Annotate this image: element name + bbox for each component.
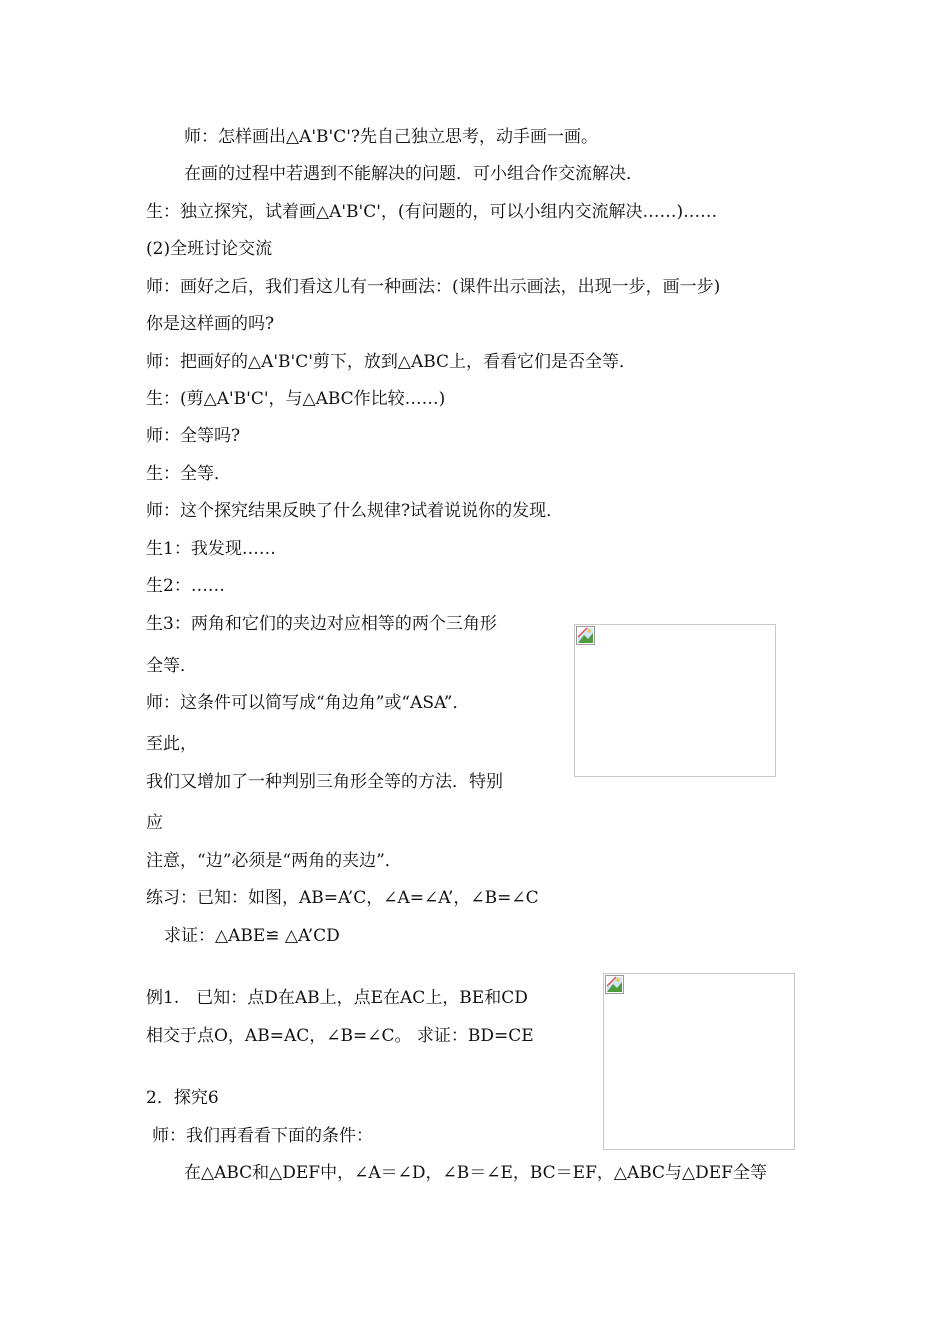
text-line: 生：独立探究，试着画△A'B'C'，(有问题的，可以小组内交流解决……)……	[146, 202, 718, 222]
text-line: 师：全等吗?	[146, 426, 241, 446]
figure-image-placeholder	[574, 624, 776, 777]
text-line: 师：把画好的△A'B'C'剪下，放到△ABC上，看看它们是否全等．	[146, 352, 637, 372]
text-line: 师：这个探究结果反映了什么规律?试着说说你的发现．	[146, 501, 564, 521]
text-line: 全等．	[146, 656, 197, 676]
text-line: 至此，	[146, 734, 197, 754]
text-line: 在△ABC和△DEF中，∠A＝∠D，∠B＝∠E，BC＝EF，△ABC与△DEF全等	[184, 1163, 767, 1183]
text-line: 生3：两角和它们的夹边对应相等的两个三角形	[146, 614, 497, 634]
text-line: 我们又增加了一种判别三角形全等的方法．特别	[146, 772, 503, 792]
text-line: 生1：我发现……	[146, 539, 276, 559]
text-line: 你是这样画的吗?	[146, 314, 275, 334]
figure-image-placeholder	[603, 973, 795, 1150]
text-line: 生2：……	[146, 576, 225, 596]
text-line: 师：这条件可以简写成“角边角”或“ASA”．	[146, 693, 470, 713]
text-line: 在画的过程中若遇到不能解决的问题．可小组合作交流解决．	[184, 164, 643, 184]
broken-image-icon	[576, 626, 595, 645]
text-line: 师：怎样画出△A'B'C'?先自己独立思考，动手画一画。	[184, 127, 598, 147]
example-line: 相交于点O，AB=AC，∠B=∠C。 求证：BD=CE	[146, 1026, 534, 1046]
section-heading: 2．探究6	[146, 1088, 219, 1108]
text-line: 应	[146, 813, 163, 833]
text-line: 生：(剪△A'B'C'，与△ABC作比较……)	[146, 389, 446, 409]
broken-image-icon	[605, 975, 624, 994]
text-line: 师：我们再看看下面的条件：	[152, 1126, 373, 1146]
example-line: 例1. 已知：点D在AB上，点E在AC上，BE和CD	[146, 988, 528, 1008]
exercise-line: 练习：已知：如图，AB=A’C，∠A=∠A’，∠B=∠C	[146, 888, 539, 908]
exercise-proof-line: 求证：△ABE≌ △A’CD	[164, 926, 340, 946]
text-line: 生：全等．	[146, 464, 231, 484]
section-heading: (2)全班讨论交流	[146, 239, 273, 259]
text-line: 注意，“边”必须是“两角的夹边”．	[146, 851, 402, 871]
text-line: 师：画好之后，我们看这儿有一种画法：(课件出示画法，出现一步，画一步)	[146, 277, 721, 297]
